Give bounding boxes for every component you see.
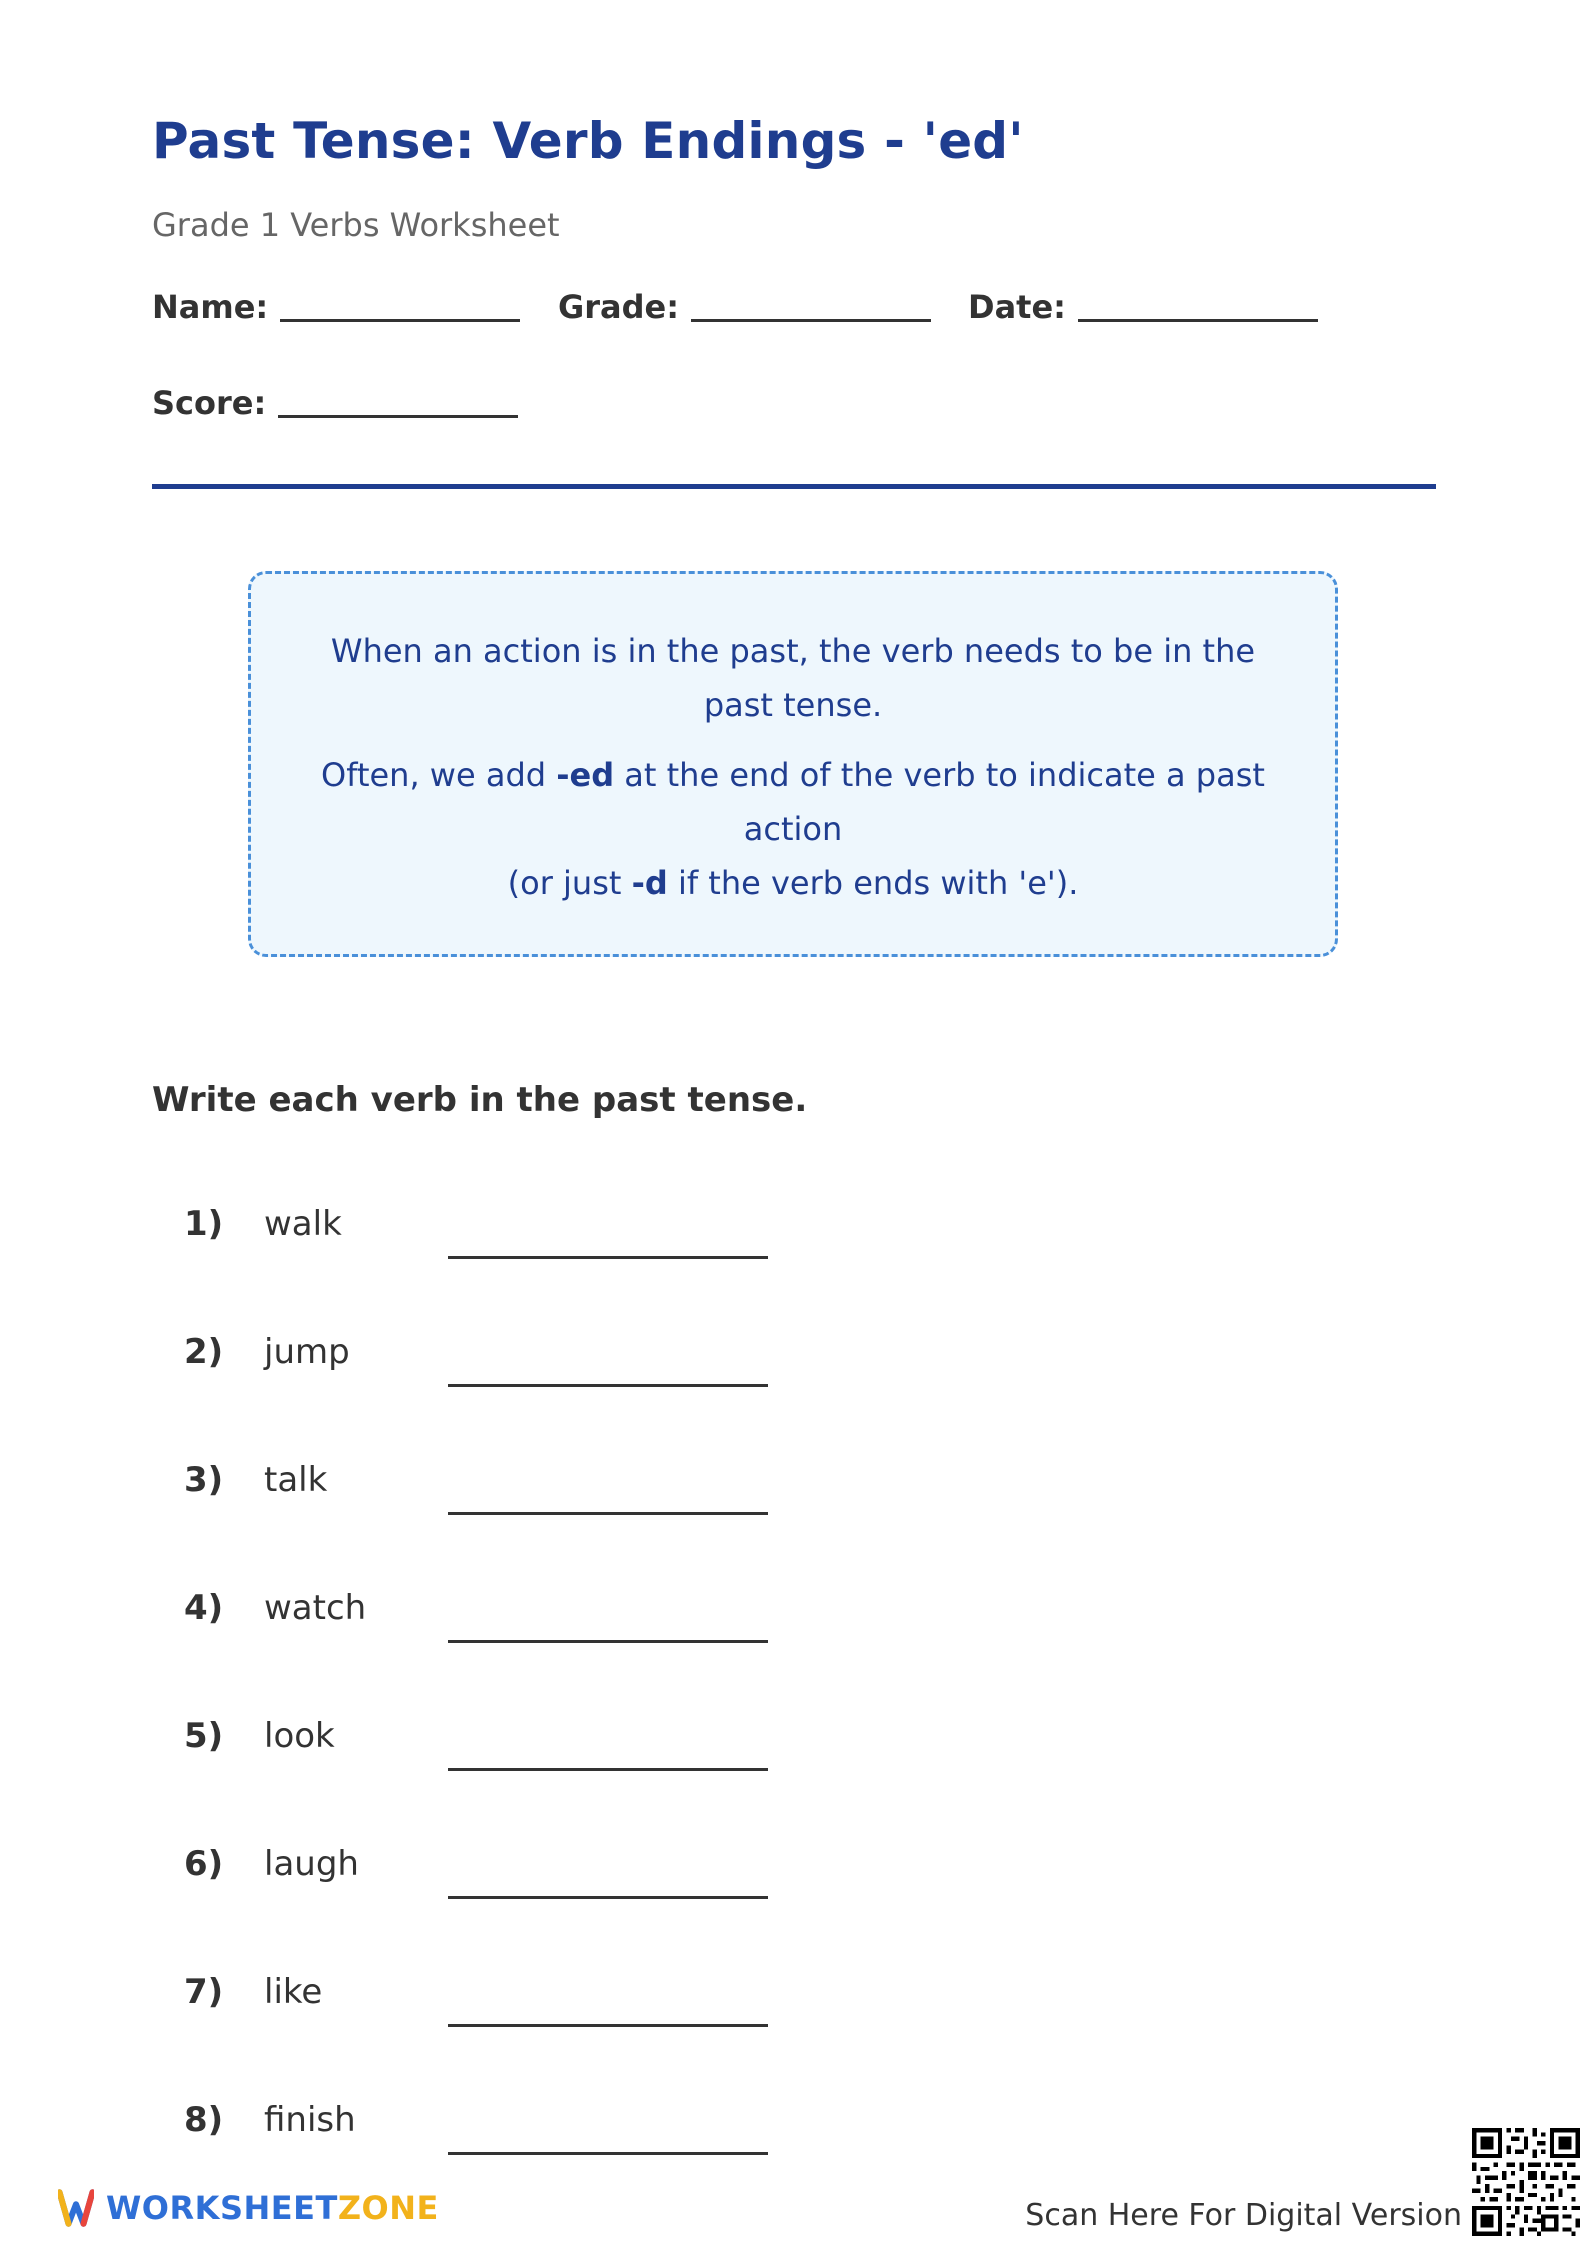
brand-name <box>106 2189 439 2227</box>
info-line-3-start: (or just <box>507 864 632 902</box>
date-label: Date: <box>968 288 1066 326</box>
question-row <box>0 1716 900 1776</box>
name-blank[interactable] <box>280 319 520 322</box>
name-label: Name: <box>152 288 269 326</box>
brand-name-part-2: ZONE <box>337 2189 439 2227</box>
question-verb: watch <box>264 1588 367 1628</box>
question-row <box>0 1972 900 2032</box>
date-blank[interactable] <box>1078 319 1318 322</box>
info-line-2-end: at the end of the verb to indicate a past action <box>614 756 1265 848</box>
question-number: 3) <box>184 1460 224 1500</box>
grade-blank[interactable] <box>691 319 931 322</box>
question-number: 7) <box>184 1972 224 2012</box>
question-verb: talk <box>264 1460 328 1500</box>
question-number: 6) <box>184 1844 224 1884</box>
question-row <box>0 1460 900 1520</box>
answer-blank[interactable] <box>448 1512 768 1515</box>
score-blank[interactable] <box>278 415 518 418</box>
answer-blank[interactable] <box>448 1384 768 1387</box>
answer-blank[interactable] <box>448 1768 768 1771</box>
grade-field[interactable] <box>558 288 931 326</box>
scan-caption: Scan Here For Digital Version <box>1025 2198 1462 2233</box>
question-verb: laugh <box>264 1844 359 1884</box>
info-line-2 <box>321 748 1265 910</box>
page-subtitle: Grade 1 Verbs Worksheet <box>152 206 560 244</box>
question-number: 1) <box>184 1204 224 1244</box>
name-field[interactable] <box>152 288 520 326</box>
w-mark-icon <box>58 2182 94 2234</box>
question-number: 8) <box>184 2100 224 2140</box>
answer-blank[interactable] <box>448 1640 768 1643</box>
answer-blank[interactable] <box>448 2024 768 2027</box>
question-number: 2) <box>184 1332 224 1372</box>
info-line-3-end: if the verb ends with 'e'). <box>667 864 1079 902</box>
info-box <box>248 571 1338 957</box>
score-label: Score: <box>152 384 267 422</box>
info-line-1: When an action is in the past, the verb needs to be in the past tense. <box>330 632 1256 724</box>
d-suffix: -d <box>631 864 668 902</box>
question-row <box>0 2100 900 2160</box>
question-row <box>0 1332 900 1392</box>
qr-code-icon[interactable] <box>1472 2128 1580 2236</box>
worksheetzone-logo <box>58 2182 439 2234</box>
brand-name-part-1: WORKSHEET <box>106 2189 338 2227</box>
question-verb: jump <box>264 1332 350 1372</box>
question-row <box>0 1844 900 1904</box>
question-number: 4) <box>184 1588 224 1628</box>
grade-label: Grade: <box>558 288 680 326</box>
question-number: 5) <box>184 1716 224 1756</box>
answer-blank[interactable] <box>448 2152 768 2155</box>
question-verb: walk <box>264 1204 342 1244</box>
score-field[interactable] <box>152 384 518 422</box>
question-row <box>0 1204 900 1264</box>
info-line-2-start: Often, we add <box>321 756 557 794</box>
question-verb: like <box>264 1972 323 2012</box>
page-title: Past Tense: Verb Endings - 'ed' <box>152 112 1024 170</box>
answer-blank[interactable] <box>448 1896 768 1899</box>
header-divider <box>152 484 1436 489</box>
question-row <box>0 1588 900 1648</box>
question-verb: look <box>264 1716 335 1756</box>
ed-suffix: -ed <box>556 756 615 794</box>
question-verb: finish <box>264 2100 356 2140</box>
instruction-text: Write each verb in the past tense. <box>152 1080 808 1120</box>
answer-blank[interactable] <box>448 1256 768 1259</box>
date-field[interactable] <box>968 288 1318 326</box>
